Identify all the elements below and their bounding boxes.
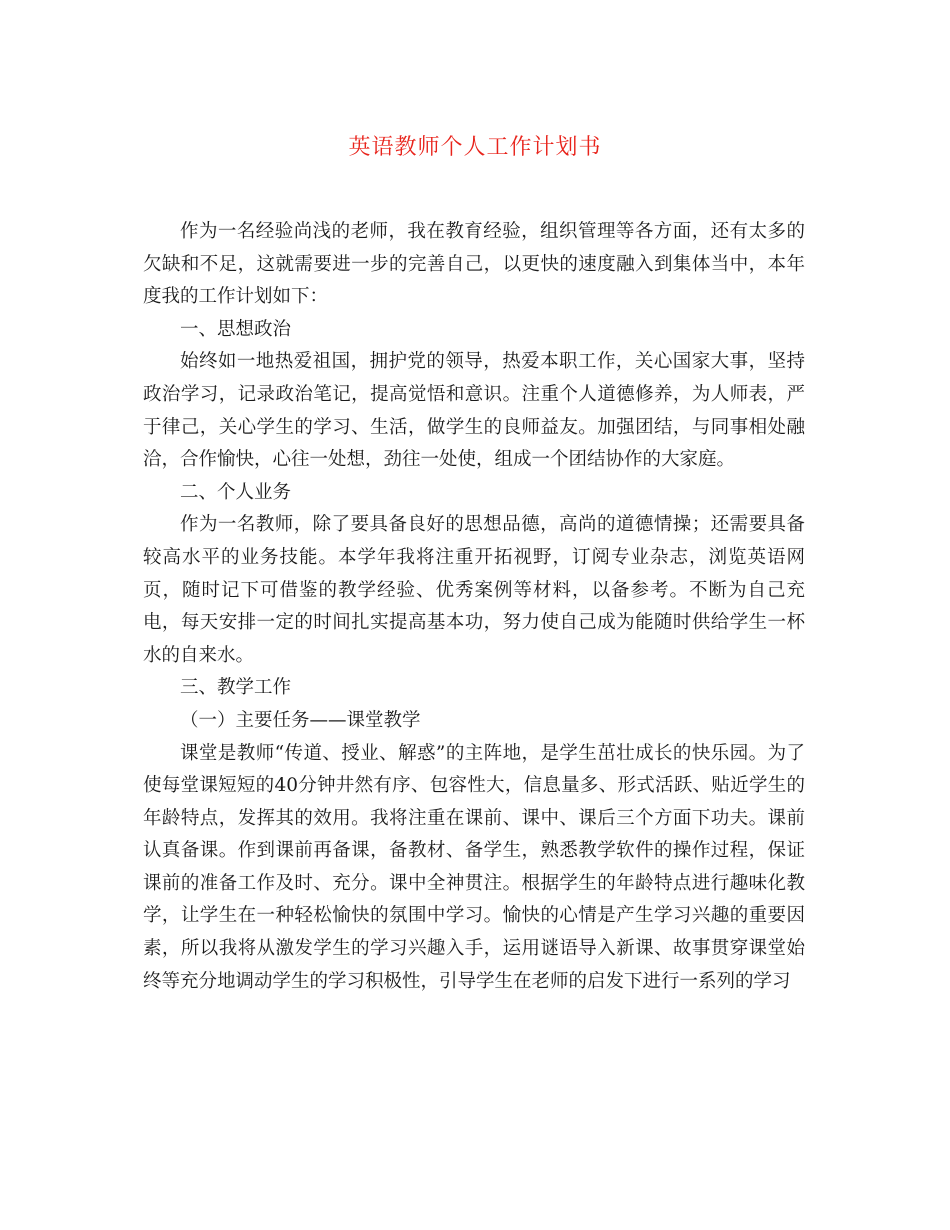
intro-paragraph: 作为一名经验尚浅的老师，我在教育经验，组织管理等各方面，还有太多的欠缺和不足，这就需要进一步的完善自己，以更快的速度融入到集体当中，本年度我的工作计划如下： xyxy=(143,221,805,308)
politics-paragraph: 始终如一地热爱祖国，拥护党的领导，热爱本职工作，关心国家大事，坚持政治学习，记录政治笔记，提高觉悟和意识。注重个人道德修养，为人师表，严于律己，关心学生的学习、生活，做学生的良师益友。加强团结，与同事相处融洽，合作愉快，心往一处想，劲往一处使，组成一个团结协作的大家庭。 xyxy=(143,351,805,471)
personal-business-paragraph: 作为一名教师，除了要具备良好的思想品德，高尚的道德情操；还需要具备较高水平的业务技能。本学年我将注重开拓视野，订阅专业杂志，浏览英语网页，随时记下可借鉴的教学经验、优秀案例等材料，以备参考。不断为自己充电，每天安排一定的时间扎实提高基本功，努力使自己成为能随时供给学生一杯水的自来水。 xyxy=(143,514,805,666)
section-heading-politics: 一、思想政治 xyxy=(180,318,292,340)
document-body xyxy=(143,216,805,998)
document-title: 英语教师个人工作计划书 xyxy=(348,135,602,160)
section-heading-teaching: 三、教学工作 xyxy=(180,677,292,699)
subsection-heading-main-task: （一）主要任务——课堂教学 xyxy=(180,709,421,731)
classroom-teaching-paragraph: 课堂是教师“传道、授业、解惑”的主阵地，是学生茁壮成长的快乐园。为了使每堂课短短的40分钟井然有序、包容性大，信息量多、形式活跃、贴近学生的年龄特点，发挥其的效用。我将注重在课前、课中、课后三个方面下功夫。课前认真备课。作到课前再备课，备教材、备学生，熟悉教学软件的操作过程，保证课前的准备工作及时、充分。课中全神贯注。根据学生的年龄特点进行趣味化教学，让学生在一种轻松愉快的氛围中学习。愉快的心情是产生学习兴趣的重要因素，所以我将从激发学生的学习兴趣入手，运用谜语导入新课、故事贯穿课堂始终等充分地调动学生的学习积极性，引导学生在老师的启发下进行一系列的学习 xyxy=(143,742,805,992)
section-heading-personal-business: 二、个人业务 xyxy=(180,481,292,503)
